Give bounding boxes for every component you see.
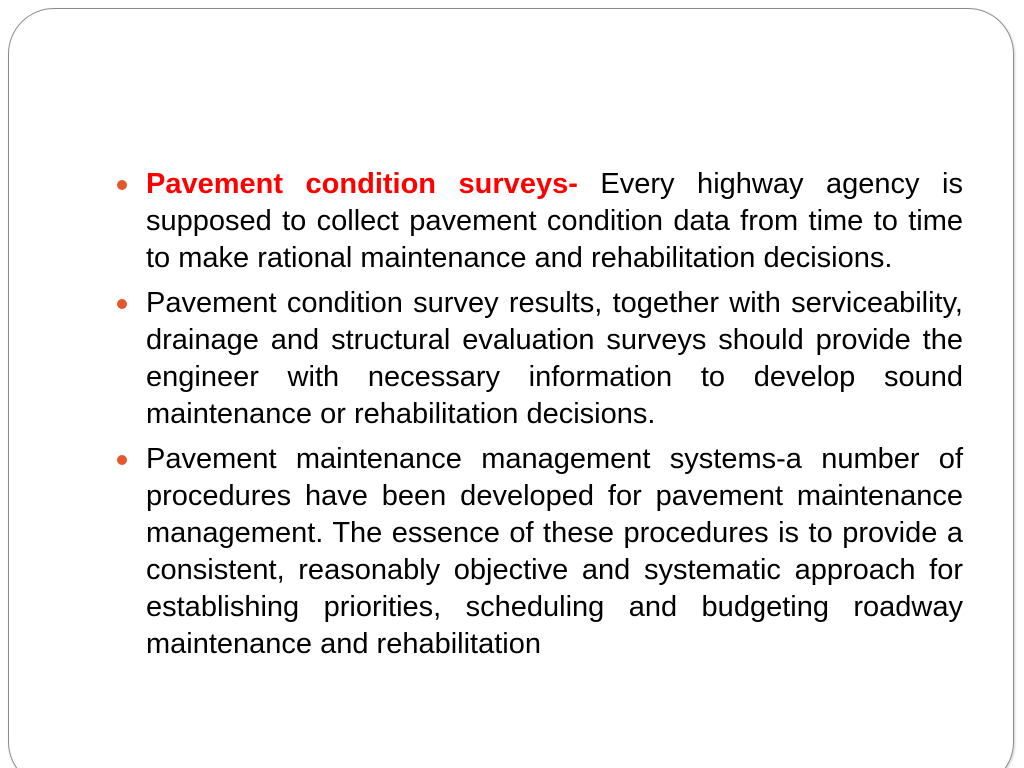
bullet-dot-icon: [117, 299, 127, 309]
bullet-list: [110, 166, 963, 671]
bullet-item: [110, 441, 963, 663]
bullet-body-text: Pavement maintenance management systems-a number of procedures have been developed for pavement maintenance management. The essence of these procedures is to provide a consistent, reasonably objective and systematic approach for establishing priorities, scheduling and budgeting roadway maintenance and rehabilitation: [146, 443, 963, 660]
bullet-body-text: Pavement condition survey results, together with serviceability, drainage and structural evaluation surveys should provide the engineer with necessary information to develop sound maintenance or rehabilitation decisions.: [146, 287, 963, 430]
bullet-item: [110, 166, 963, 277]
bullet-body-text: Every highway agency is supposed to collect pavement condition data from time to time to make rational maintenance and rehabilitation decisions.: [146, 168, 963, 274]
bullet-item: [110, 285, 963, 433]
bullet-dot-icon: [117, 455, 127, 465]
bullet-lead-text: Pavement condition surveys-: [146, 168, 578, 200]
bullet-dot-icon: [117, 180, 127, 190]
